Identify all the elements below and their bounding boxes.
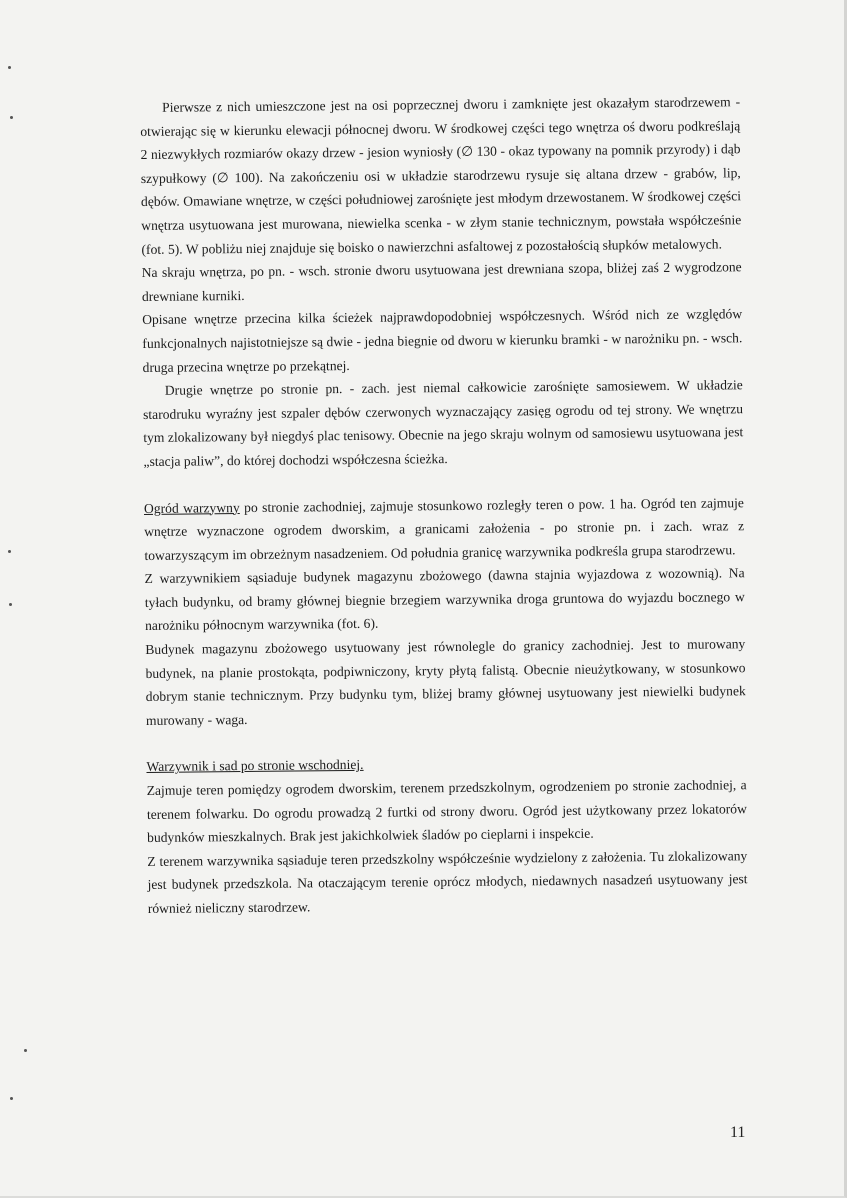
scan-speck — [24, 1049, 27, 1052]
paragraph: Drugie wnętrze po stronie pn. - zach. jest niemal całkowicie zarośnięte samosiewem. W układzie starodruku wyraźny jest szpaler dębów czerwonych wyznaczający zasięg ogrodu od tej strony. We wnętrzu tym zlokalizowany był niegdyś plac tenisowy. Obecnie na jego skraju wolnym od samosiewu usytuowana jest „stacja paliw”, do której dochodzi współczesna ścieżka. — [142, 377, 744, 469]
paragraph: Pierwsze z nich umieszczone jest na osi poprzecznej dworu i zamknięte jest okazałym starodrzewem - otwierając się w kierunku elewacji północnej dworu. W środkowej części tego wnętrza oś dworu podkreślają 2 niezwykłych rozmiarów okazy drzew - jesion wyniosły (∅ 130 - okaz typowany na pomnik przyrody) i dąb szypułkowy (∅ 100). Na zakończeniu osi w układzie starodrzewu rysuje się altana drzew - grabów, lip, dębów. Omawiane wnętrze, w części południowej zarośnięte jest młodym drzewostanem. W środkowej części wnętrza usytuowana jest murowana, niewielka scenka - w złym stanie technicznym, powstała współcześnie (fot. 5). W pobliżu niej znajduje się boisko o nawierzchni asfaltowej z pozostałością słupków metalowych. — [140, 94, 742, 257]
paragraph: Budynek magazynu zbożowego usytuowany jest równolegle do granicy zachodniej. Jest to murowany budynek, na planie prostokąta, podpiwniczony, kryty płytą falistą. Obecnie nieużytkowany, w stosunkowo dobrym stanie technicznym. Przy budynku tym, bliżej bramy głównej usytuowany jest niewielki budynek murowany - waga. — [145, 636, 746, 728]
section-heading-vegetable-garden: Ogród warzywny — [143, 499, 240, 516]
scan-speck — [10, 1097, 13, 1100]
paragraph: Zajmuje teren pomiędzy ogrodem dworskim, terenem przedszkolnym, ogrodzeniem po stronie zachodniej, a terenem folwarku. Do ogrodu prowadzą 2 furtki od strony dworu. Ogród jest użytkowany przez lokatorów budynków mieszkalnych. Brak jest jakichkolwiek śladów po cieplarni i inspekcie. — [146, 777, 747, 846]
paragraph: Z warzywnikiem sąsiaduje budynek magazynu zbożowego (dawna stajnia wyjazdowa z wozownią). Na tyłach budynku, od bramy głównej biegnie brzegiem warzywnika droga gruntowa do wyjazdu bocznego w narożniku północnym warzywnika (fot. 6). — [144, 565, 745, 634]
garden-section-intro — [144, 491, 745, 568]
page-number: 11 — [730, 1124, 746, 1141]
paragraph: Na skraju wnętrza, po pn. - wsch. stronie dworu usytuowana jest drewniana szopa, bliżej zaś 2 wygrodzone drewniane kurniki. — [141, 259, 742, 304]
section-heading-orchard: Warzywnik i sad po stronie wschodniej. — [146, 757, 364, 775]
paragraph: Z terenem warzywnika sąsiaduje teren przedszkolny współcześnie wydzielony z założenia. Tu zlokalizowany jest budynek przedszkola. Na otaczającym terenie oprócz młodych, niedawnych nasadzeń usytuowany jest również nieliczny starodrzew. — [147, 848, 748, 916]
section-lead-text: po stronie zachodniej, zajmuje stosunkowo rozległy teren o pow. 1 ha. Ogród ten zajmuje wnętrze wyznaczone ogrodem dworskim, a granicami założenia - po stronie pn. i zach. wraz z towarzyszącym im obrzeżnym nasadzeniem. Od południa granicę warzywnika podkreśla grupa starodrzewu. — [144, 494, 745, 563]
scan-speck — [9, 603, 12, 606]
document-body — [140, 90, 748, 920]
scan-speck — [10, 116, 13, 119]
scan-speck — [8, 66, 11, 69]
scan-speck — [8, 550, 11, 553]
paragraph: Opisane wnętrze przecina kilka ścieżek najprawdopodobniej współczesnych. Wśród nich ze względów funkcjonalnych najistotniejsze są dwie - jedna biegnie od dworu w kierunku bramki - w narożniku pn. - wsch. druga przecina wnętrze po przekątnej. — [142, 306, 743, 375]
